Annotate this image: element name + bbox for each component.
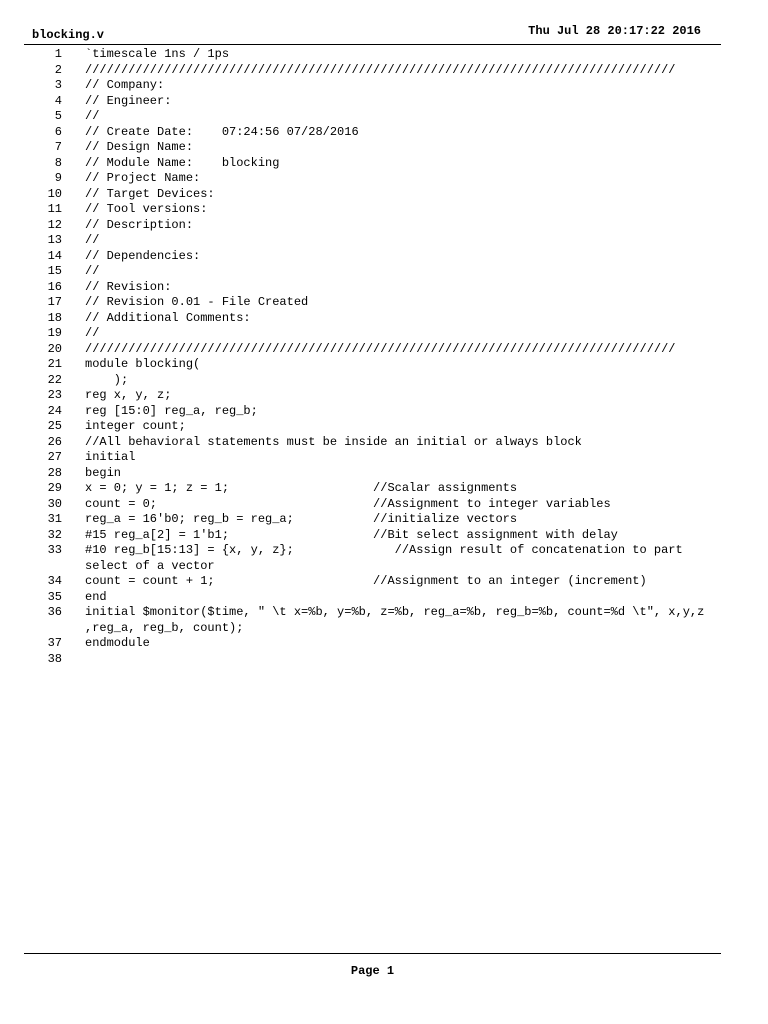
line-code: // Company: <box>85 78 165 92</box>
line-number: 22 <box>47 372 62 387</box>
line-number: 2 <box>54 62 62 77</box>
line-code: ////////////////////////////////////////////////////////////////////////////////// <box>85 62 676 77</box>
line-number: 4 <box>54 93 62 108</box>
code-listing <box>24 47 744 667</box>
code-line <box>24 605 744 621</box>
code-line <box>24 156 744 172</box>
line-code: end <box>85 589 107 604</box>
code-line <box>24 435 744 451</box>
line-code: ,reg_a, reg_b, count); <box>85 620 244 635</box>
line-code: // Target Devices: <box>85 186 215 201</box>
line-code: `timescale 1ns / 1ps <box>85 47 230 61</box>
line-code: // Design Name: <box>85 140 194 154</box>
code-line <box>24 419 744 435</box>
code-line <box>24 466 744 482</box>
code-line <box>24 218 744 234</box>
code-line <box>24 652 744 668</box>
line-number: 21 <box>47 357 62 371</box>
code-line <box>24 404 744 420</box>
line-number: 34 <box>47 574 62 588</box>
line-code: // Dependencies: <box>85 248 201 263</box>
page-header <box>24 24 721 45</box>
page-number: Page 1 <box>350 964 395 978</box>
print-timestamp: Thu Jul 28 20:17:22 2016 <box>528 24 701 38</box>
line-code: // Revision: <box>85 279 172 294</box>
code-line <box>24 249 744 265</box>
code-line <box>24 202 744 218</box>
code-line <box>24 497 744 513</box>
code-line <box>24 125 744 141</box>
line-code: reg x, y, z; <box>85 388 172 402</box>
line-number: 19 <box>47 326 62 340</box>
line-code: select of a vector <box>85 558 215 573</box>
line-number: 38 <box>47 651 62 666</box>
code-line <box>24 280 744 296</box>
line-number: 29 <box>47 481 62 495</box>
code-line <box>24 94 744 110</box>
line-number: 24 <box>47 403 62 418</box>
line-code: // Engineer: <box>85 93 172 108</box>
code-line <box>24 357 744 373</box>
line-code: // Module Name: blocking <box>85 155 280 170</box>
line-number: 5 <box>54 109 62 123</box>
line-code: // Create Date: 07:24:56 07/28/2016 <box>85 124 359 139</box>
line-code: x = 0; y = 1; z = 1; //Scalar assignments <box>85 481 518 495</box>
line-number: 33 <box>47 543 62 557</box>
line-number: 15 <box>47 264 62 278</box>
line-code: count = 0; //Assignment to integer variables <box>85 496 611 511</box>
code-line <box>24 512 744 528</box>
line-code: reg_a = 16'b0; reg_b = reg_a; //initialize vectors <box>85 512 518 526</box>
line-code: // Description: <box>85 217 194 232</box>
code-line <box>24 326 744 342</box>
line-number: 27 <box>47 450 62 464</box>
line-code: begin <box>85 465 122 480</box>
line-code: module blocking( <box>85 357 201 371</box>
line-number: 10 <box>47 186 62 201</box>
code-line <box>24 47 744 63</box>
line-number: 7 <box>54 140 62 154</box>
line-number: 17 <box>47 295 62 309</box>
line-number: 35 <box>47 589 62 604</box>
line-number: 25 <box>47 419 62 433</box>
line-number: 3 <box>54 78 62 92</box>
line-code: //All behavioral statements must be inside an initial or always block <box>85 434 582 449</box>
line-number: 23 <box>47 388 62 402</box>
file-name: blocking.v <box>32 28 105 42</box>
line-code: // <box>85 233 100 247</box>
line-code: endmodule <box>85 636 150 650</box>
code-line <box>24 342 744 358</box>
code-line <box>24 171 744 187</box>
code-line <box>24 543 744 559</box>
code-line <box>24 140 744 156</box>
code-line <box>24 187 744 203</box>
page-footer <box>24 953 721 984</box>
code-line <box>24 559 744 575</box>
code-line <box>24 78 744 94</box>
line-number: 8 <box>54 155 62 170</box>
line-code: reg [15:0] reg_a, reg_b; <box>85 403 258 418</box>
line-code: // Revision 0.01 - File Created <box>85 295 309 309</box>
line-code: initial $monitor($time, " \t x=%b, y=%b, z=%b, reg_a=%b, reg_b=%b, count=%d \t", x,y,z <box>85 605 705 619</box>
line-number: 20 <box>47 341 62 356</box>
line-code: // Project Name: <box>85 171 201 185</box>
line-number: 9 <box>54 171 62 185</box>
line-number: 32 <box>47 527 62 542</box>
line-code: // Tool versions: <box>85 202 208 216</box>
line-code: #10 reg_b[15:13] = {x, y, z}; //Assign result of concatenation to part <box>85 543 683 557</box>
line-number: 1 <box>54 47 62 61</box>
code-line <box>24 109 744 125</box>
line-number: 16 <box>47 279 62 294</box>
line-number: 26 <box>47 434 62 449</box>
line-code: // <box>85 264 100 278</box>
code-line <box>24 311 744 327</box>
line-code: integer count; <box>85 419 186 433</box>
line-number: 18 <box>47 310 62 325</box>
line-code: #15 reg_a[2] = 1'b1; //Bit select assignment with delay <box>85 527 618 542</box>
line-code: ); <box>85 372 129 387</box>
line-number: 37 <box>47 636 62 650</box>
line-number: 13 <box>47 233 62 247</box>
code-line <box>24 373 744 389</box>
line-number: 12 <box>47 217 62 232</box>
line-number: 28 <box>47 465 62 480</box>
code-line <box>24 450 744 466</box>
line-number: 36 <box>47 605 62 619</box>
line-code: count = count + 1; //Assignment to an integer (increment) <box>85 574 647 588</box>
line-code: ////////////////////////////////////////////////////////////////////////////////// <box>85 341 676 356</box>
line-code: initial <box>85 450 136 464</box>
line-number: 11 <box>47 202 62 216</box>
code-line <box>24 590 744 606</box>
code-line <box>24 636 744 652</box>
code-line <box>24 264 744 280</box>
code-line <box>24 621 744 637</box>
line-number: 14 <box>47 248 62 263</box>
line-code: // Additional Comments: <box>85 310 251 325</box>
code-line <box>24 481 744 497</box>
code-line <box>24 574 744 590</box>
code-line <box>24 233 744 249</box>
line-number: 31 <box>47 512 62 526</box>
code-line <box>24 295 744 311</box>
line-code: // <box>85 326 100 340</box>
code-line <box>24 528 744 544</box>
code-line <box>24 388 744 404</box>
code-line <box>24 63 744 79</box>
line-code: // <box>85 109 100 123</box>
line-number: 6 <box>54 124 62 139</box>
line-number: 30 <box>47 496 62 511</box>
